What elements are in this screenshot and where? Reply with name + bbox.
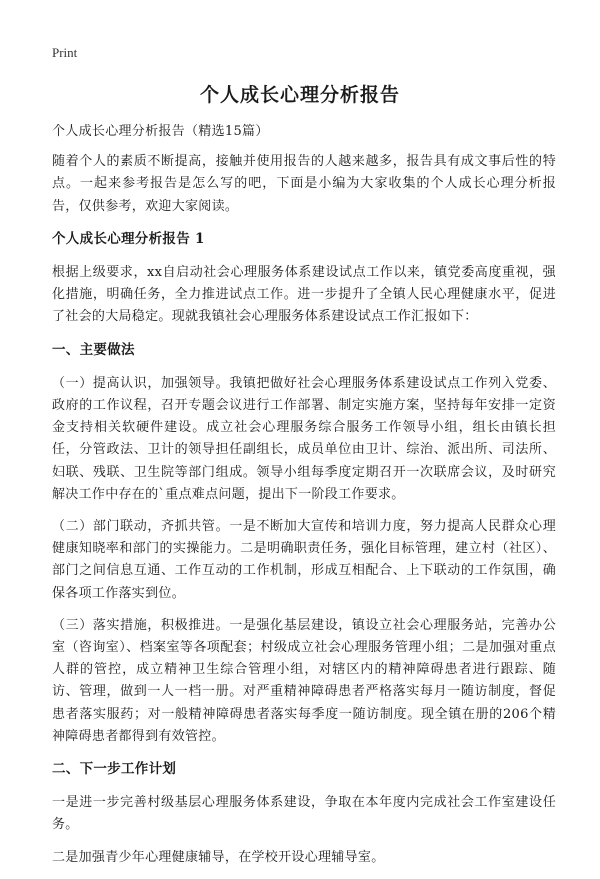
next-plan-heading: 二、下一步工作计划 [52,761,177,778]
practice-paragraph-2: （二）部门联动，齐抓共管。一是不断加大宣传和培训力度，努力提高人民群众心理健康知晓率和部门的实操能力。二是明确职责任务，强化目标管理，建立村（社区）、部门之间信息互通、工作互动的工作机制，形成互相配合、上下联动的工作氛围，确保各项工作落实到位。 [52,519,556,601]
document-subtitle: 个人成长心理分析报告（精选15篇） [52,124,269,139]
plan-paragraph-2: 二是加强青少年心理健康辅导，在学校开设心理辅导室。 [52,849,385,865]
section-intro-paragraph: 根据上级要求，xx自启动社会心理服务体系建设试点工作以来，镇党委高度重视，强化措施，明确任务，全力推进试点工作。进一步提升了全镇人民心理健康水平，促进了社会的大局稳定。现就我镇社会心理服务体系建设试点工作汇报如下： [52,265,556,325]
print-link[interactable]: Print [52,45,78,60]
intro-paragraph: 随着个人的素质不断提高，接触并使用报告的人越来越多，报告具有成文事后性的特点。一起来参考报告是怎么写的吧，下面是小编为大家收集的个人成长心理分析报告，仅供参考，欢迎大家阅读。 [52,154,556,214]
main-practices-heading: 一、主要做法 [52,341,135,358]
plan-paragraph-1: 一是进一步完善村级基层心理服务体系建设，争取在本年度内完成社会工作室建设任务。 [52,795,556,833]
document-body [52,121,556,879]
practice-paragraph-3: （三）落实措施，积极推进。一是强化基层建设，镇设立社会心理服务站，完善办公室（咨询室）、档案室等各项配套；村级成立社会心理服务管理小组；二是加强对重点人群的管控，成立精神卫生综合管理小组，对辖区内的精神障碍患者进行跟踪、随访、管理，做到一人一档一册。对严重精神障碍患者严格落实每月一随访制度，督促患者落实服药；对一般精神障碍患者落实每季度一随访制度。现全镇在册的206个精神障碍患者都得到有效管控。 [52,617,556,744]
practice-paragraph-1: （一）提高认识，加强领导。我镇把做好社会心理服务体系建设试点工作列入党委、政府的工作议程，召开专题会议进行工作部署、制定实施方案，坚持每年安排一定资金支持相关软硬件建设。成立社会心理服务综合服务工作领导小组，组长由镇长担任，分管政法、卫计的领导担任副组长，成员单位由卫计、综治、派出所、司法所、妇联、残联、卫生院等部门组成。领导小组每季度定期召开一次联席会议，及时研究解决工作中存在的`重点难点问题，提出下一阶段工作要求。 [52,375,556,502]
section-heading: 个人成长心理分析报告 1 [52,230,205,247]
document-title: 个人成长心理分析报告 [199,84,400,106]
